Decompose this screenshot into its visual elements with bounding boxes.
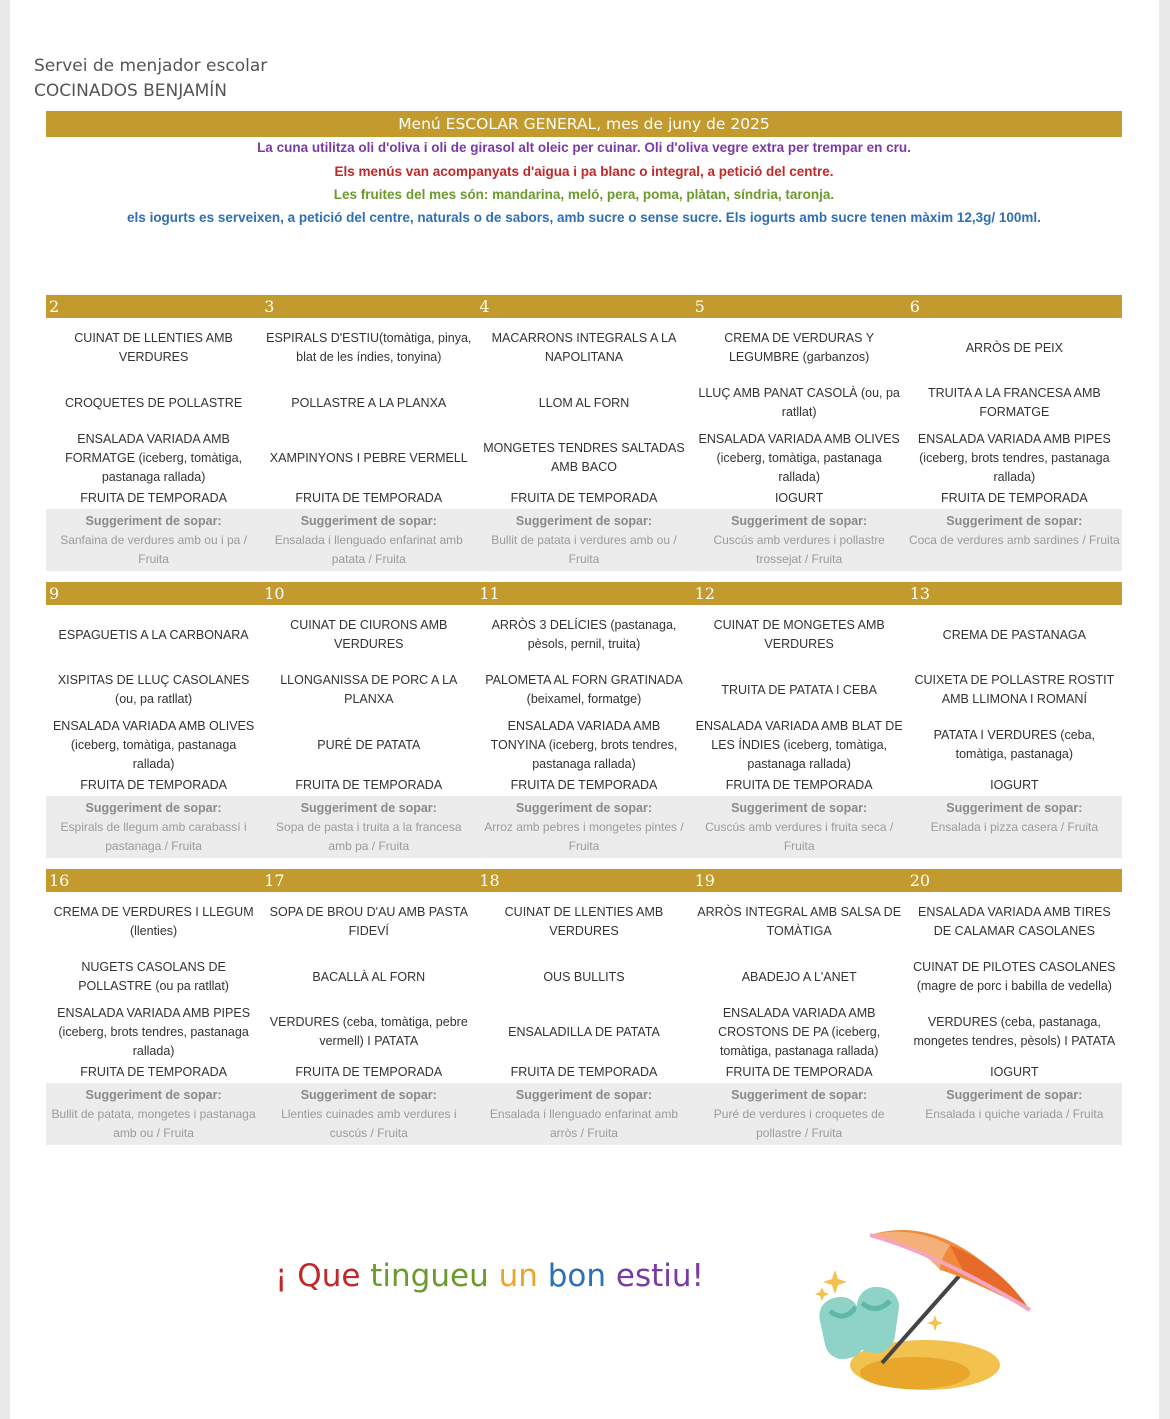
first-course: CREMA DE VERDURES I LLEGUM (llenties)	[53, 905, 254, 938]
suggestion-text: Bullit de patata i verdures amb ou / Fruita	[491, 533, 677, 566]
suggestion-text: Llenties cuinades amb verdures i cuscús / Fruita	[281, 1107, 457, 1140]
first-course: CUINAT DE LLENTIES AMB VERDURES	[74, 331, 233, 364]
suggestion-text: Espirals de llegum amb carabassí i pastanaga / Fruita	[60, 820, 247, 853]
side-dish: ENSALADA VARIADA AMB PIPES (iceberg, brots tendres, pastanaga rallada)	[57, 1005, 251, 1058]
day-number: 5	[694, 297, 705, 316]
first-course: CREMA DE VERDURAS Y LEGUMBRE (garbanzos)	[724, 331, 875, 364]
side-dish: ENSALADA VARIADA AMB FORMATGE (iceberg, tomàtiga, pastanaga rallada)	[65, 431, 243, 484]
first-course: ENSALADA VARIADA AMB TIRES DE CALAMAR CASOLANES	[918, 905, 1111, 938]
second-course: OUS BULLITS	[543, 969, 625, 984]
side-dish: VERDURES (ceba, pastanaga, mongetes tendres, pèsols) I PATATA	[913, 1015, 1116, 1048]
suggestion-label: Suggeriment de sopar:	[85, 801, 222, 815]
dessert: FRUITA DE TEMPORADA	[725, 1065, 873, 1079]
farewell-message	[275, 1258, 704, 1294]
second-course: TRUITA A LA FRANCESA AMB FORMATGE	[927, 386, 1101, 419]
day-number: 3	[264, 297, 275, 316]
suggestion-label: Suggeriment de sopar:	[300, 514, 437, 528]
menu-week	[46, 295, 1122, 571]
dessert: IOGURT	[774, 491, 824, 505]
suggestion-label: Suggeriment de sopar:	[946, 801, 1083, 815]
dessert: FRUITA DE TEMPORADA	[510, 491, 658, 505]
note-fruits: Les fruites del mes són: mandarina, meló, pera, poma, plàtan, síndria, taronja.	[333, 187, 835, 202]
second-course: CUIXETA DE POLLASTRE ROSTIT AMB LLIMONA I ROMANÍ	[914, 673, 1115, 706]
suggestion-text: Cuscús amb verdures i fruita seca / Fruita	[705, 820, 894, 853]
second-course: BACALLÀ AL FORN	[312, 969, 426, 984]
second-course: TRUITA DE PATATA I CEBA	[721, 682, 877, 697]
second-course: CUINAT DE PILOTES CASOLANES (magre de porc i babilla de vedella)	[913, 960, 1116, 993]
second-course: ABADEJO A L'ANET	[741, 969, 857, 984]
dinner-suggestion-row	[46, 1083, 1122, 1145]
first-course-row	[46, 605, 1122, 665]
side-dish: ENSALADA VARIADA AMB TONYINA (iceberg, brots tendres, pastanaga rallada)	[490, 718, 678, 771]
side-dish: ENSALADA VARIADA AMB BLAT DE LES ÍNDIES (iceberg, tomàtiga, pastanaga rallada)	[695, 718, 903, 771]
suggestion-text: Puré de verdures i croquetes de pollastre / Fruita	[713, 1107, 885, 1140]
dessert: IOGURT	[990, 1065, 1039, 1079]
day-number: 20	[909, 871, 931, 890]
dinner-suggestion	[261, 1083, 476, 1145]
suggestion-text: Arroz amb pebres i mongetes pintes / Fruita	[484, 820, 684, 853]
suggestion-text: Sopa de pasta i truita a la francesa amb pa / Fruita	[276, 820, 462, 853]
second-course: LLONGANISSA DE PORC A LA PLANXA	[280, 673, 458, 706]
menu-week	[46, 582, 1122, 858]
dessert: FRUITA DE TEMPORADA	[940, 491, 1088, 505]
dinner-suggestion	[46, 509, 261, 571]
dessert: FRUITA DE TEMPORADA	[725, 778, 873, 792]
second-course-row	[46, 665, 1122, 715]
side-dish-row	[46, 715, 1122, 775]
dinner-suggestion	[476, 1083, 691, 1145]
dinner-suggestion	[907, 796, 1122, 858]
second-course-row	[46, 952, 1122, 1002]
dinner-suggestion	[46, 796, 261, 858]
dessert: FRUITA DE TEMPORADA	[295, 1065, 443, 1079]
dessert: FRUITA DE TEMPORADA	[510, 778, 658, 792]
farewell-word: Que	[287, 1258, 371, 1294]
dessert: FRUITA DE TEMPORADA	[510, 1065, 658, 1079]
dinner-suggestion-row	[46, 796, 1122, 858]
suggestion-label: Suggeriment de sopar:	[300, 1088, 437, 1102]
side-dish: PURÉ DE PATATA	[317, 737, 421, 752]
second-course: POLLASTRE A LA PLANXA	[291, 395, 447, 410]
suggestion-label: Suggeriment de sopar:	[946, 1088, 1083, 1102]
service-name: Servei de menjador escolar	[34, 56, 268, 76]
dessert: FRUITA DE TEMPORADA	[295, 778, 443, 792]
dinner-suggestion	[261, 509, 476, 571]
side-dish: PATATA I VERDURES (ceba, tomàtiga, pastanaga)	[933, 728, 1096, 761]
suggestion-label: Suggeriment de sopar:	[515, 1088, 653, 1102]
dinner-suggestion	[692, 1083, 907, 1145]
dinner-suggestion	[476, 509, 691, 571]
side-dish: MONGETES TENDRES SALTADAS AMB BACO	[483, 441, 685, 474]
day-number: 18	[479, 871, 500, 890]
farewell-word: bon	[547, 1258, 616, 1294]
second-course: CROQUETES DE POLLASTRE	[65, 395, 243, 410]
first-course: CREMA DE PASTANAGA	[942, 627, 1086, 642]
farewell-word: estiu!	[615, 1258, 704, 1294]
day-header-bar	[46, 869, 1122, 892]
dinner-suggestion	[907, 509, 1122, 571]
first-course: ARRÒS 3 DELÍCIES (pastanaga, pèsols, pernil, truita)	[491, 618, 677, 651]
dinner-suggestion-row	[46, 509, 1122, 571]
side-dish: ENSALADA VARIADA AMB CROSTONS DE PA (iceberg, tomàtiga, pastanaga rallada)	[718, 1005, 881, 1058]
suggestion-text: Cuscús amb verdures i pollastre trossejat / Fruita	[713, 533, 885, 566]
farewell-word: un	[498, 1258, 548, 1294]
first-course: MACARRONS INTEGRALS A LA NAPOLITANA	[491, 331, 677, 364]
day-number: 13	[909, 584, 931, 603]
second-course: LLOM AL FORN	[538, 395, 630, 410]
suggestion-text: Bullit de patata, mongetes i pastanaga amb ou / Fruita	[51, 1107, 256, 1140]
dessert-row	[46, 1062, 1122, 1083]
menu-week	[46, 869, 1122, 1145]
day-number: 16	[49, 871, 70, 890]
first-course: CUINAT DE MONGETES AMB VERDURES	[713, 618, 885, 651]
first-course: ARRÒS INTEGRAL AMB SALSA DE TOMÀTIGA	[697, 905, 902, 938]
suggestion-text: Ensalada i llenguado enfarinat amb patata / Fruita	[274, 533, 463, 566]
beach-umbrella-illustration	[800, 1215, 1050, 1395]
day-number: 9	[49, 584, 60, 603]
second-course: LLUÇ AMB PANAT CASOLÀ (ou, pa ratllat)	[698, 386, 900, 419]
day-number: 17	[264, 871, 285, 890]
dinner-suggestion	[46, 1083, 261, 1145]
suggestion-text: Ensalada i llenguado enfarinat amb arròs / Fruita	[489, 1107, 679, 1140]
farewell-word: tingueu	[370, 1258, 499, 1294]
note-water-bread: Els menús van acompanyats d'aigua i pa blanc o integral, a petició del centre.	[334, 164, 834, 179]
dessert-row	[46, 488, 1122, 509]
day-header-bar	[46, 295, 1122, 318]
day-number: 4	[479, 297, 490, 316]
side-dish: ENSALADILLA DE PATATA	[508, 1024, 660, 1039]
side-dish-row	[46, 428, 1122, 488]
first-course: SOPA DE BROU D'AU AMB PASTA FIDEVÍ	[269, 905, 468, 938]
side-dish: ENSALADA VARIADA AMB OLIVES (iceberg, tomàtiga, pastanaga rallada)	[698, 431, 900, 484]
suggestion-label: Suggeriment de sopar:	[731, 1088, 868, 1102]
first-course: ARRÒS DE PEIX	[965, 340, 1063, 355]
side-dish: VERDURES (ceba, tomàtiga, pebre vermell) I PATATA	[269, 1015, 468, 1048]
suggestion-label: Suggeriment de sopar:	[85, 1088, 222, 1102]
dinner-suggestion	[692, 509, 907, 571]
day-number: 19	[694, 871, 715, 890]
first-course-row	[46, 892, 1122, 952]
dinner-suggestion	[476, 796, 691, 858]
suggestion-label: Suggeriment de sopar:	[515, 801, 653, 815]
dinner-suggestion	[261, 796, 476, 858]
suggestion-text: Sanfaina de verdures amb ou i pa / Fruita	[60, 533, 247, 566]
suggestion-label: Suggeriment de sopar:	[85, 514, 222, 528]
suggestion-text: Ensalada i quiche variada / Fruita	[925, 1107, 1104, 1121]
menu-title: Menú ESCOLAR GENERAL, mes de juny de 2025	[46, 111, 1122, 137]
side-dish: XAMPINYONS I PEBRE VERMELL	[269, 450, 468, 465]
first-course: ESPIRALS D'ESTIU(tomàtiga, pinya, blat de les índies, tonyina)	[266, 331, 472, 364]
side-dish: ENSALADA VARIADA AMB OLIVES (iceberg, tomàtiga, pastanaga rallada)	[52, 718, 255, 771]
company-name: COCINADOS BENJAMÍN	[34, 81, 228, 101]
dessert-row	[46, 775, 1122, 796]
dessert: FRUITA DE TEMPORADA	[80, 491, 227, 505]
day-header-bar	[46, 582, 1122, 605]
dessert: IOGURT	[990, 778, 1039, 792]
first-course: CUINAT DE LLENTIES AMB VERDURES	[504, 905, 664, 938]
day-number: 11	[479, 584, 500, 603]
suggestion-label: Suggeriment de sopar:	[515, 514, 653, 528]
suggestion-label: Suggeriment de sopar:	[731, 801, 868, 815]
first-course-row	[46, 318, 1122, 378]
second-course: XISPITAS DE LLUÇ CASOLANES (ou, pa ratllat)	[57, 673, 250, 706]
first-course: CUINAT DE CIURONS AMB VERDURES	[290, 618, 448, 651]
dessert: FRUITA DE TEMPORADA	[80, 778, 227, 792]
note-oil: La cuna utilitza oli d'oliva i oli de girasol alt oleic per cuinar. Oli d'oliva vegre extra per trempar en cru.	[257, 140, 911, 155]
farewell-word: ¡	[275, 1258, 288, 1294]
day-number: 2	[49, 297, 60, 316]
sand-shadow	[860, 1357, 970, 1389]
suggestion-text: Coca de verdures amb sardines / Fruita	[908, 533, 1120, 547]
dessert: FRUITA DE TEMPORADA	[80, 1065, 227, 1079]
dinner-suggestion	[692, 796, 907, 858]
first-course: ESPAGUETIS A LA CARBONARA	[58, 627, 249, 642]
second-course: NUGETS CASOLANS DE POLLASTRE (ou pa ratllat)	[78, 960, 229, 993]
day-number: 12	[694, 584, 715, 603]
note-yogurts: els iogurts es serveixen, a petició del centre, naturals o de sabors, amb sucre o sense sucre. Els iogurts amb sucre tenen màxim 12,3g/ 100ml.	[127, 210, 1041, 225]
menu-page	[10, 0, 1159, 1419]
second-course: PALOMETA AL FORN GRATINADA (beixamel, formatge)	[485, 673, 683, 706]
second-course-row	[46, 378, 1122, 428]
side-dish: ENSALADA VARIADA AMB PIPES (iceberg, brots tendres, pastanaga rallada)	[917, 431, 1111, 484]
suggestion-label: Suggeriment de sopar:	[946, 514, 1083, 528]
suggestion-text: Ensalada i pizza casera / Fruita	[930, 820, 1099, 834]
day-number: 10	[264, 584, 285, 603]
dinner-suggestion	[907, 1083, 1122, 1145]
suggestion-label: Suggeriment de sopar:	[300, 801, 437, 815]
side-dish-row	[46, 1002, 1122, 1062]
day-number: 6	[909, 297, 920, 316]
dessert: FRUITA DE TEMPORADA	[295, 491, 443, 505]
suggestion-label: Suggeriment de sopar:	[731, 514, 868, 528]
